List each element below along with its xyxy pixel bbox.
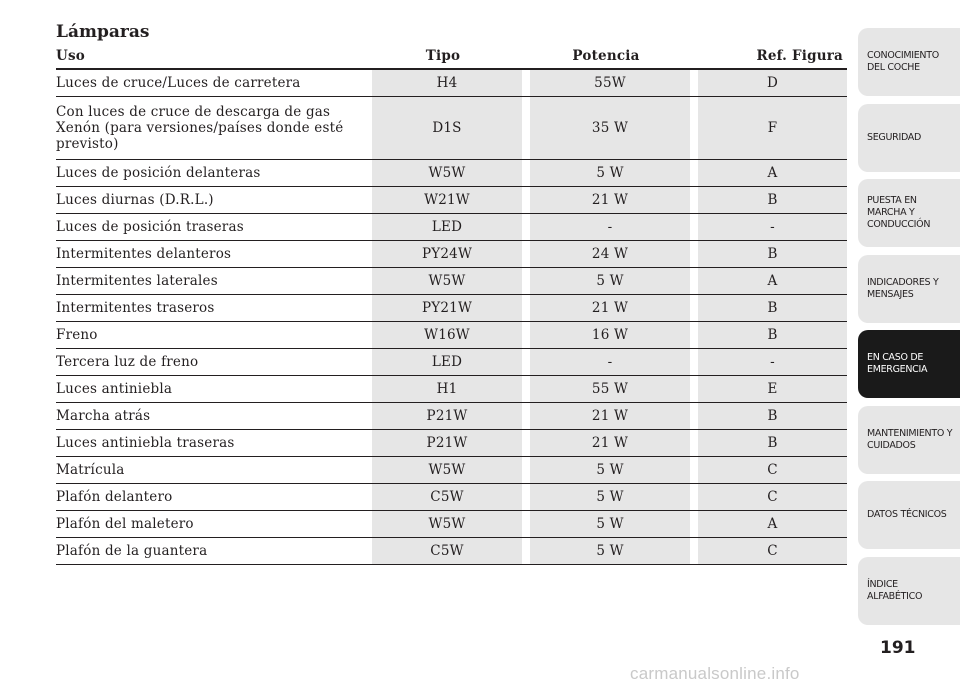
cell-potencia: 24 W [530, 241, 690, 267]
cell-uso: Luces de posición delanteras [56, 160, 364, 187]
cell-ref-figura-container [690, 214, 847, 241]
cell-tipo: C5W [372, 484, 522, 510]
cell-potencia: - [530, 214, 690, 240]
cell-uso: Luces antiniebla [56, 376, 364, 403]
table-row [56, 295, 847, 322]
cell-ref-figura: B [698, 430, 847, 456]
cell-ref-figura: B [698, 187, 847, 213]
page-number: 191 [880, 638, 916, 658]
column-header-uso: Uso [56, 44, 364, 69]
cell-ref-figura-container [690, 403, 847, 430]
tab-en-caso-de-emergencia[interactable]: EN CASO DE EMERGENCIA [858, 330, 960, 398]
cell-tipo: W5W [372, 457, 522, 483]
table-row [56, 457, 847, 484]
cell-ref-figura-container [690, 511, 847, 538]
cell-ref-figura-container [690, 430, 847, 457]
cell-tipo: H4 [372, 70, 522, 96]
cell-tipo-container [364, 160, 522, 187]
cell-tipo-container [364, 376, 522, 403]
cell-potencia-container [522, 97, 690, 160]
cell-ref-figura: C [698, 484, 847, 510]
cell-tipo-container [364, 97, 522, 160]
cell-ref-figura-container [690, 457, 847, 484]
cell-potencia: 21 W [530, 403, 690, 429]
cell-ref-figura-container [690, 97, 847, 160]
cell-potencia-container [522, 376, 690, 403]
cell-tipo-container [364, 457, 522, 484]
table-row [56, 214, 847, 241]
cell-tipo-container [364, 268, 522, 295]
cell-potencia: 5 W [530, 160, 690, 186]
cell-tipo: H1 [372, 376, 522, 402]
cell-ref-figura: C [698, 538, 847, 564]
cell-uso: Plafón delantero [56, 484, 364, 511]
table-row [56, 484, 847, 511]
section-title: Lámparas [56, 22, 150, 42]
cell-ref-figura-container [690, 187, 847, 214]
cell-ref-figura-container [690, 376, 847, 403]
cell-potencia: 55 W [530, 376, 690, 402]
table-header-row [56, 44, 847, 69]
watermark-text: carmanualsonline.info [630, 664, 800, 683]
cell-ref-figura-container [690, 160, 847, 187]
cell-tipo: PY24W [372, 241, 522, 267]
cell-potencia-container [522, 538, 690, 565]
cell-ref-figura: E [698, 376, 847, 402]
cell-tipo-container [364, 214, 522, 241]
cell-ref-figura: B [698, 241, 847, 267]
cell-tipo: LED [372, 214, 522, 240]
cell-ref-figura: A [698, 268, 847, 294]
cell-uso: Luces de cruce/Luces de carretera [56, 69, 364, 97]
cell-potencia: 55W [530, 70, 690, 96]
column-header-tipo: Tipo [364, 44, 522, 69]
cell-ref-figura: - [698, 214, 847, 240]
cell-potencia-container [522, 349, 690, 376]
cell-uso: Marcha atrás [56, 403, 364, 430]
cell-potencia: 5 W [530, 538, 690, 564]
cell-potencia-container [522, 403, 690, 430]
table-row [56, 511, 847, 538]
cell-potencia: 5 W [530, 268, 690, 294]
cell-ref-figura-container [690, 295, 847, 322]
cell-tipo-container [364, 403, 522, 430]
tab-seguridad[interactable]: SEGURIDAD [858, 104, 960, 172]
tab-indicadores-y-mensajes[interactable]: INDICADORES Y MENSAJES [858, 255, 960, 323]
cell-ref-figura: D [698, 70, 847, 96]
cell-tipo-container [364, 538, 522, 565]
cell-uso: Luces antiniebla traseras [56, 430, 364, 457]
lamps-table [56, 44, 847, 565]
cell-uso: Luces de posición traseras [56, 214, 364, 241]
cell-ref-figura-container [690, 69, 847, 97]
table-row [56, 376, 847, 403]
cell-uso: Luces diurnas (D.R.L.) [56, 187, 364, 214]
cell-tipo: W5W [372, 511, 522, 537]
cell-uso: Freno [56, 322, 364, 349]
column-header-potencia: Potencia [522, 44, 690, 69]
cell-uso: Plafón del maletero [56, 511, 364, 538]
cell-potencia-container [522, 214, 690, 241]
tab-indice-alfabetico[interactable]: ÍNDICE ALFABÉTICO [858, 557, 960, 625]
cell-potencia: 5 W [530, 511, 690, 537]
cell-potencia-container [522, 69, 690, 97]
cell-potencia-container [522, 187, 690, 214]
cell-tipo-container [364, 484, 522, 511]
table-row [56, 538, 847, 565]
cell-ref-figura: B [698, 403, 847, 429]
cell-tipo: W5W [372, 160, 522, 186]
cell-uso: Plafón de la guantera [56, 538, 364, 565]
cell-potencia: 5 W [530, 484, 690, 510]
cell-ref-figura-container [690, 538, 847, 565]
cell-ref-figura-container [690, 268, 847, 295]
cell-ref-figura: A [698, 511, 847, 537]
cell-potencia-container [522, 268, 690, 295]
column-header-ref-figura: Ref. Figura [690, 44, 847, 69]
cell-ref-figura: C [698, 457, 847, 483]
table-row [56, 241, 847, 268]
cell-tipo-container [364, 349, 522, 376]
cell-ref-figura: F [698, 97, 847, 159]
cell-tipo: D1S [372, 97, 522, 159]
cell-uso: Intermitentes delanteros [56, 241, 364, 268]
cell-ref-figura-container [690, 241, 847, 268]
cell-potencia-container [522, 160, 690, 187]
cell-tipo-container [364, 69, 522, 97]
tab-conocimiento-del-coche[interactable]: CONOCIMIENTO DEL COCHE [858, 28, 960, 96]
chapter-tabs [847, 28, 960, 648]
cell-potencia: 16 W [530, 322, 690, 348]
cell-ref-figura: B [698, 322, 847, 348]
cell-tipo: W5W [372, 268, 522, 294]
cell-potencia: - [530, 349, 690, 375]
cell-uso: Con luces de cruce de descarga de gas Xenón (para versiones/países donde esté previsto) [56, 97, 364, 160]
cell-tipo-container [364, 187, 522, 214]
cell-ref-figura-container [690, 484, 847, 511]
table-row [56, 69, 847, 97]
cell-ref-figura: B [698, 295, 847, 321]
cell-potencia-container [522, 511, 690, 538]
cell-ref-figura: - [698, 349, 847, 375]
tab-puesta-en-marcha[interactable]: PUESTA EN MARCHA Y CONDUCCIÓN [858, 179, 960, 247]
cell-tipo-container [364, 322, 522, 349]
tab-mantenimiento-y-cuidados[interactable]: MANTENIMIENTO Y CUIDADOS [858, 406, 960, 474]
table-row [56, 268, 847, 295]
cell-uso: Intermitentes traseros [56, 295, 364, 322]
cell-tipo: P21W [372, 430, 522, 456]
cell-uso: Tercera luz de freno [56, 349, 364, 376]
cell-tipo-container [364, 295, 522, 322]
cell-tipo: LED [372, 349, 522, 375]
cell-tipo: W16W [372, 322, 522, 348]
cell-tipo: P21W [372, 403, 522, 429]
cell-tipo: C5W [372, 538, 522, 564]
cell-potencia: 21 W [530, 295, 690, 321]
table-row [56, 187, 847, 214]
cell-tipo: PY21W [372, 295, 522, 321]
table-row [56, 403, 847, 430]
cell-tipo: W21W [372, 187, 522, 213]
cell-tipo-container [364, 241, 522, 268]
cell-uso: Intermitentes laterales [56, 268, 364, 295]
cell-potencia-container [522, 484, 690, 511]
cell-potencia-container [522, 241, 690, 268]
table-row [56, 97, 847, 160]
table-row [56, 349, 847, 376]
cell-potencia-container [522, 457, 690, 484]
table-row [56, 160, 847, 187]
tab-datos-tecnicos[interactable]: DATOS TÉCNICOS [858, 481, 960, 549]
cell-potencia: 21 W [530, 430, 690, 456]
cell-ref-figura-container [690, 349, 847, 376]
table-row [56, 322, 847, 349]
cell-uso: Matrícula [56, 457, 364, 484]
cell-ref-figura-container [690, 322, 847, 349]
table-row [56, 430, 847, 457]
cell-potencia: 35 W [530, 97, 690, 159]
cell-tipo-container [364, 511, 522, 538]
cell-potencia: 21 W [530, 187, 690, 213]
cell-potencia: 5 W [530, 457, 690, 483]
cell-tipo-container [364, 430, 522, 457]
cell-ref-figura: A [698, 160, 847, 186]
cell-potencia-container [522, 295, 690, 322]
cell-potencia-container [522, 322, 690, 349]
cell-potencia-container [522, 430, 690, 457]
